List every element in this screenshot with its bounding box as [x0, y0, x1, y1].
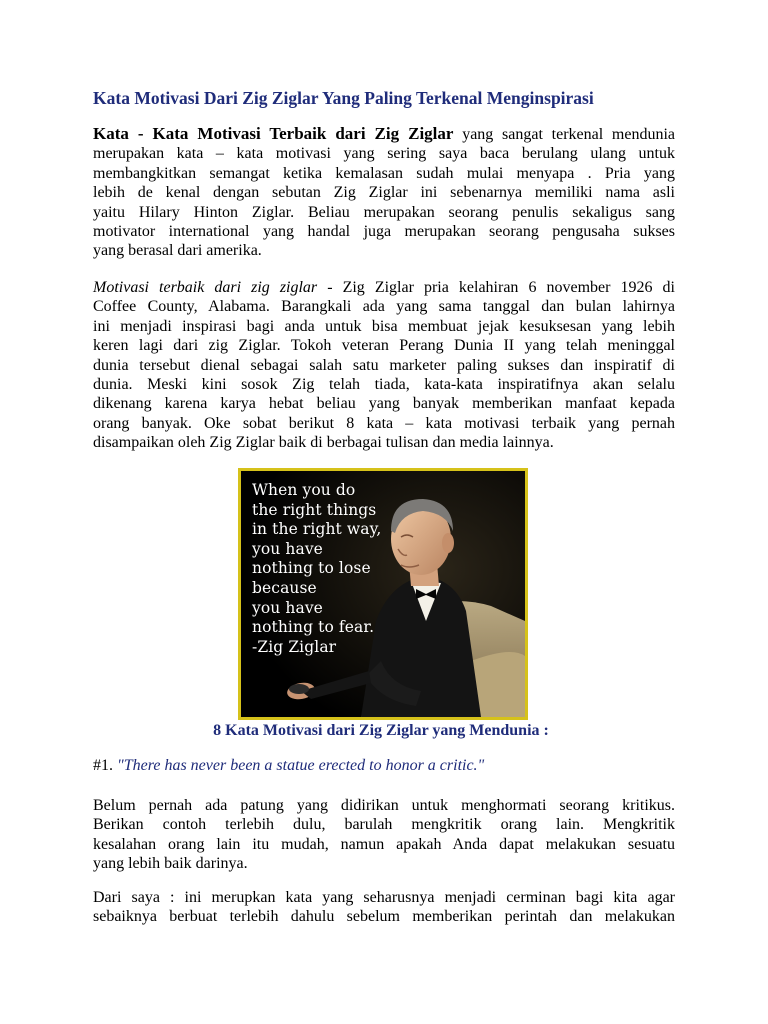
intro-line-4: lebih de kenal dengan sebutan Zig Ziglar ini sebenarnya memiliki nama asli — [93, 184, 675, 202]
intro-line-5: yaitu Hilary Hinton Ziglar. Beliau merupakan seorang penulis sekaligus sang — [93, 203, 675, 221]
intro-paragraph — [93, 124, 675, 261]
first-quote — [93, 756, 484, 776]
explanation-line-4: yang lebih baik darinya. — [93, 855, 248, 873]
bio-line-4: keren lagi dari zig Ziglar. Tokoh veteran Perang Dunia II yang telah meninggal — [93, 337, 675, 355]
bio-line-8: orang banyak. Oke sobat berikut 8 kata – kata motivasi terbaik yang pernah — [93, 414, 675, 432]
intro-line-3: membangkitkan semangat ketika kemalasan sudah mulai menyapa . Pria yang — [93, 164, 675, 182]
bio-line-6: dunia. Meski kini sosok Zig telah tiada, kata-kata inspiratifnya akan selalu — [93, 376, 675, 394]
bio-line-7: dikenang karena karya hebat beliau yang banyak memberikan manfaat kepada — [93, 395, 675, 413]
bio-line-5: dunia tersebut dienal sebagai salah satu marketer paling sukses dan inspiratif di — [93, 356, 675, 374]
explanation-paragraph — [93, 796, 675, 874]
bio-line-3: ini menjadi inspirasi bagi anda untuk bisa membuat jejak kesuksesan yang lebih — [93, 317, 675, 335]
intro-line-7: yang berasal dari amerika. — [93, 242, 262, 260]
reflection-line-1: Dari saya : ini merupkan kata yang seharusnya menjadi cerminan bagi kita agar — [93, 889, 675, 906]
reflection-line-2: sebaiknya berbuat terlebih dahulu sebelum memberikan perintah dan melakukan — [93, 908, 675, 926]
quote-text-1: "There has never been a statue erected to honor a critic." — [117, 757, 485, 774]
bio-line-1: Motivasi terbaik dari zig ziglar - Zig Ziglar pria kelahiran 6 november 1926 di — [93, 279, 676, 296]
quote-number: #1. — [93, 757, 117, 774]
section-subheading: 8 Kata Motivasi dari Zig Ziglar yang Mendunia : — [213, 722, 549, 739]
bio-line-9: disampaikan oleh Zig Ziglar baik di berbagai tulisan dan media lainnya. — [93, 434, 554, 452]
bio-paragraph — [93, 278, 675, 453]
article-title: Kata Motivasi Dari Zig Ziglar Yang Paling Terkenal Menginspirasi — [93, 88, 594, 108]
quote-text: When you do the right things in the right way, you have nothing to lose because you have nothing to fear. -Zig Ziglar — [252, 481, 382, 656]
bio-lead: Motivasi terbaik dari zig ziglar — [93, 279, 318, 296]
reflection-paragraph — [93, 888, 675, 927]
bio-line-2: Coffee County, Alabama. Barangkali ada yang sama tanggal dan bulan lahirnya — [93, 298, 675, 316]
explanation-line-1: Belum pernah ada patung yang didirikan untuk menghormati seorang kritikus. — [93, 797, 675, 814]
intro-line-1: Kata - Kata Motivasi Terbaik dari Zig Ziglar yang sangat terkenal mendunia — [93, 124, 676, 143]
intro-line-6: motivator international yang handal juga merupakan seorang pengusaha sukses — [93, 223, 675, 241]
zig-ziglar-quote-image — [238, 468, 528, 720]
intro-line-2: merupakan kata – kata motivasi yang sering saya baca berulang ulang untuk — [93, 145, 675, 163]
explanation-line-3: kesalahan orang lain itu mudah, namun apakah Anda dapat melakukan sesuatu — [93, 835, 675, 853]
explanation-line-2: Berikan contoh terlebih dulu, barulah mengkritik orang lain. Mengkritik — [93, 816, 675, 834]
intro-lead: Kata - Kata Motivasi Terbaik dari Zig Ziglar — [93, 124, 454, 143]
